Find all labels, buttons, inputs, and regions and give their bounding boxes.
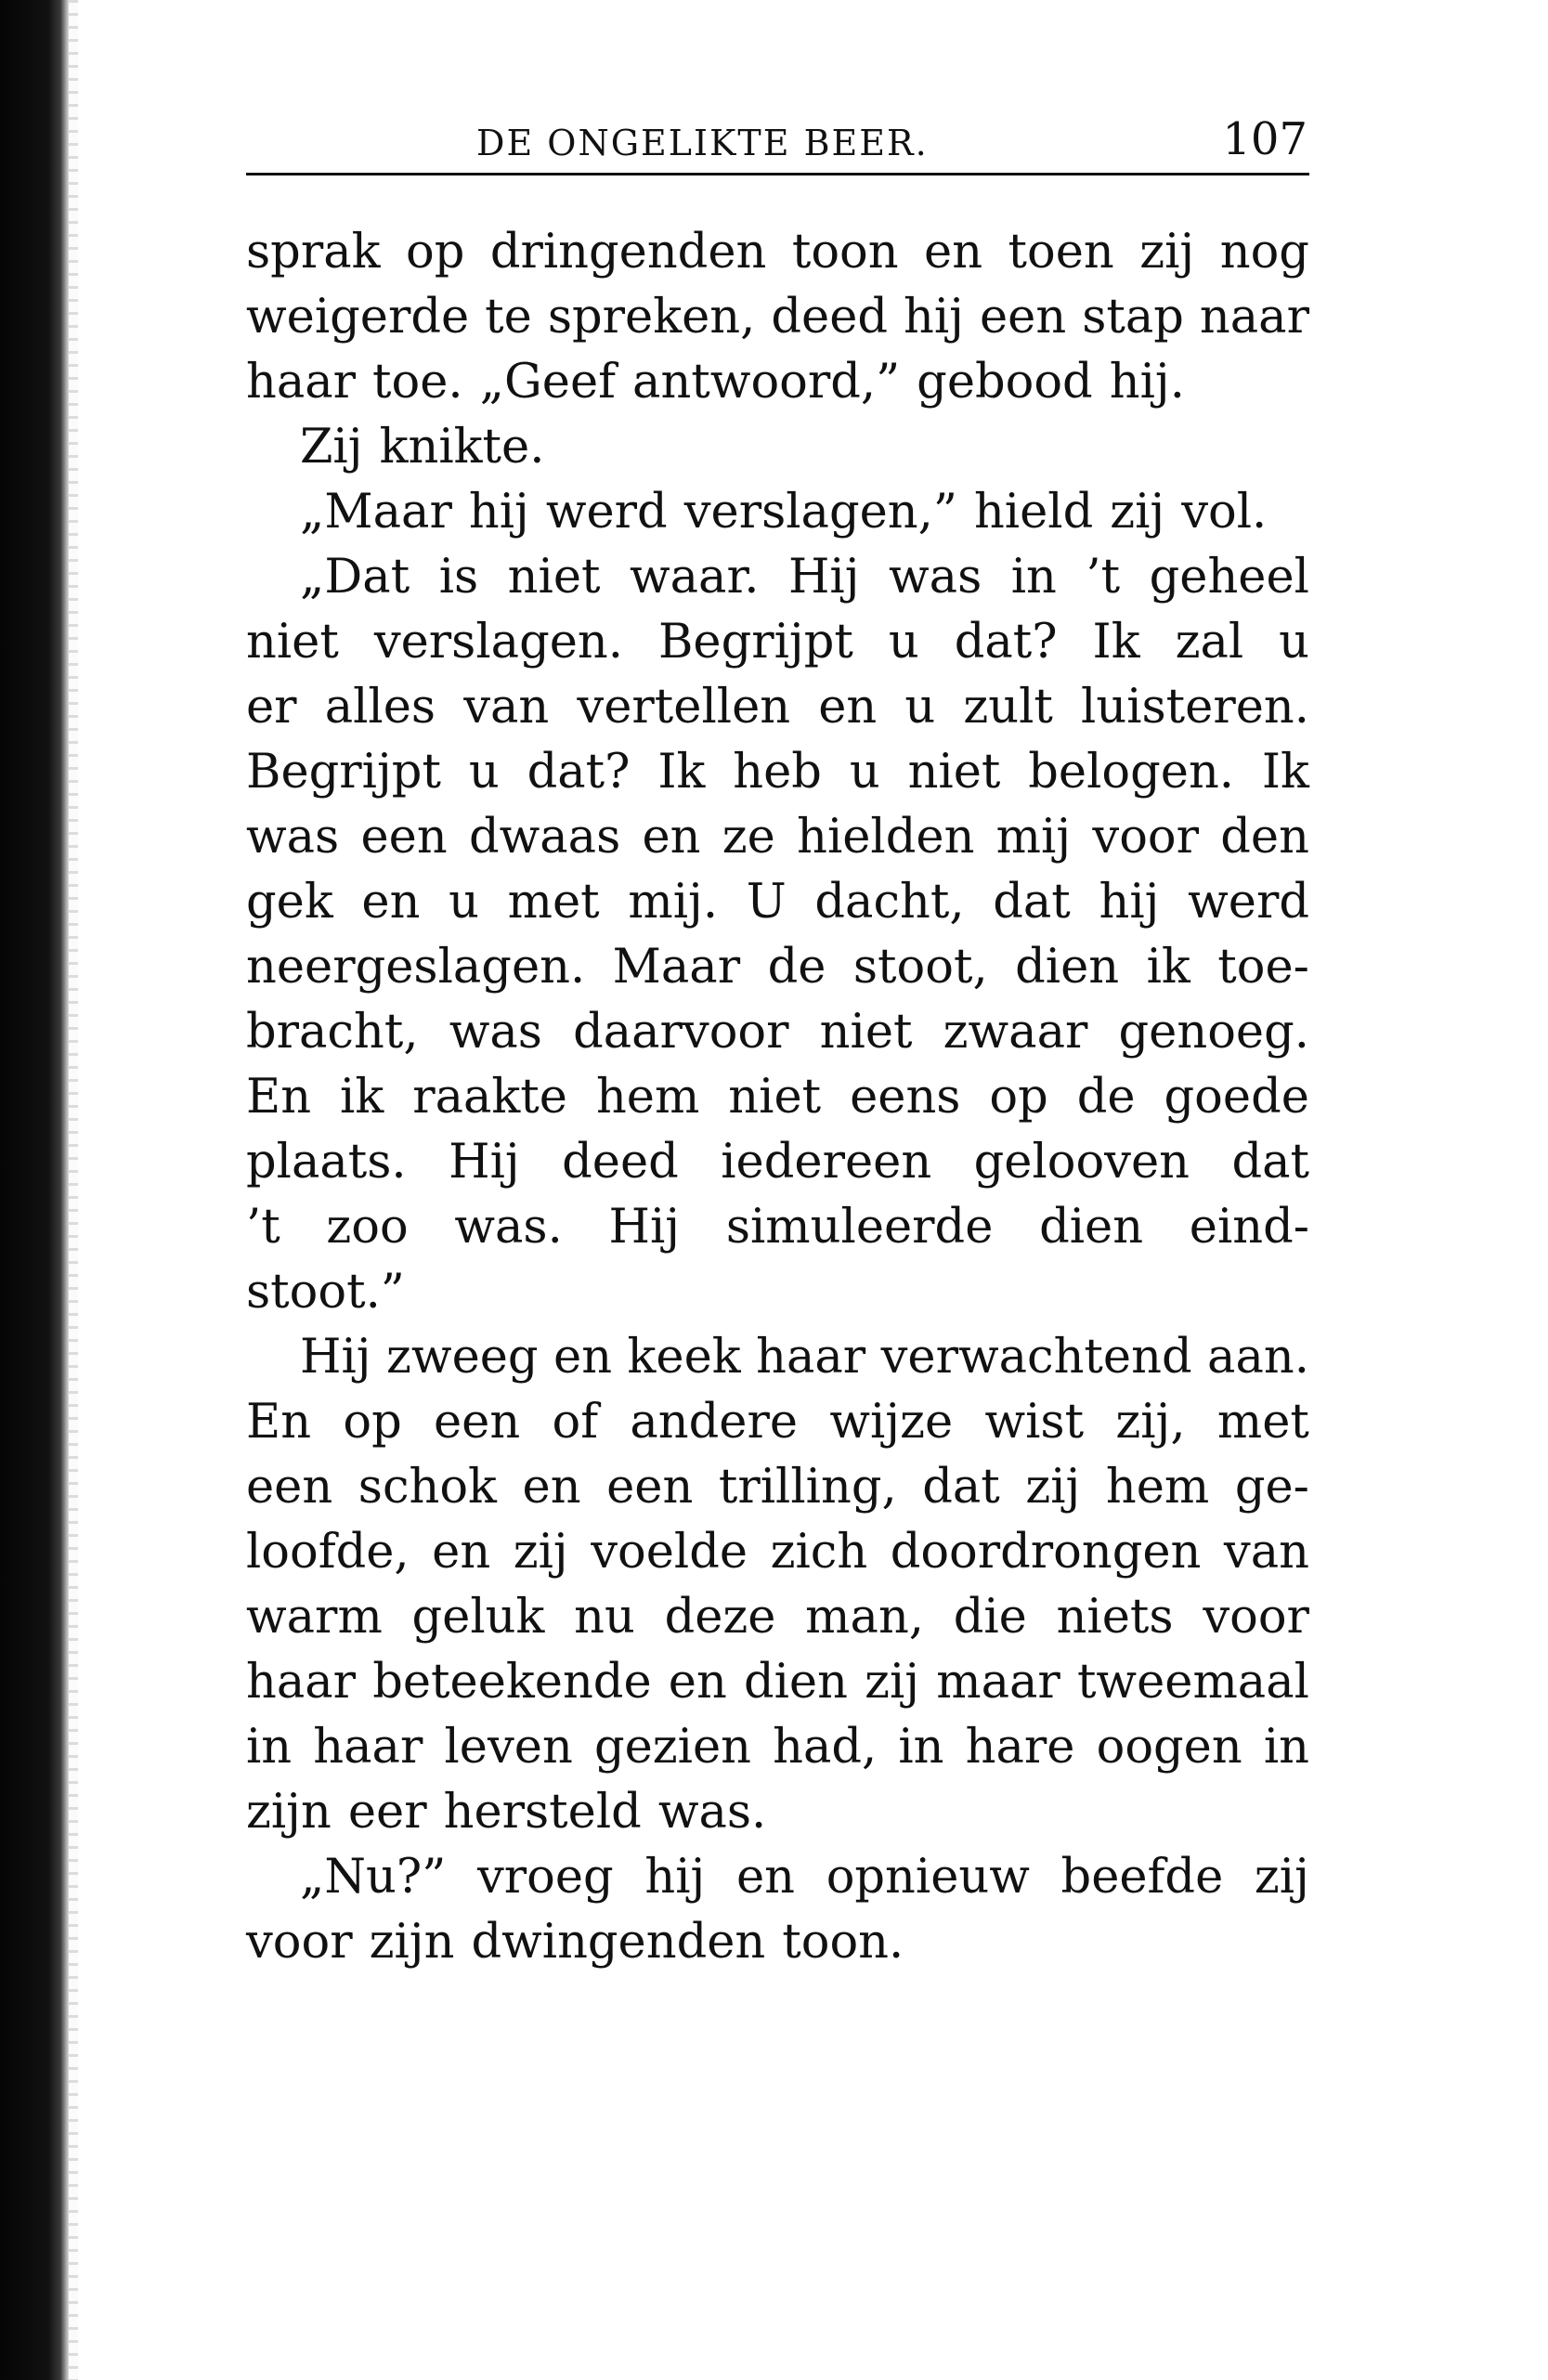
word: zij [513, 1525, 568, 1580]
word: plaats. [246, 1135, 407, 1190]
word: eer [347, 1785, 427, 1840]
word: zij [1025, 1460, 1081, 1515]
word: en [668, 1655, 727, 1710]
word: was [246, 810, 340, 865]
word: een [246, 1460, 333, 1515]
running-title: DE ONGELIKTE BEER. [476, 123, 929, 163]
text-line [246, 1325, 1309, 1390]
word: hem [595, 1070, 700, 1125]
word: zij [1139, 225, 1195, 280]
word: goede [1164, 1070, 1309, 1125]
word: alles [324, 680, 436, 735]
word: maar [936, 1655, 1060, 1710]
word: dwaas [468, 810, 621, 865]
word: u [468, 745, 500, 800]
word: met [507, 875, 600, 930]
word: er [246, 680, 297, 735]
text-line [246, 1455, 1309, 1520]
text-line [246, 1780, 1309, 1845]
word: ’t [246, 1200, 280, 1255]
word: zijn [246, 1785, 332, 1840]
word: en [522, 1460, 581, 1515]
word: Ik [1261, 745, 1309, 800]
text-line [246, 1195, 1309, 1260]
word: was. [657, 1785, 767, 1840]
word: tweemaal [1076, 1655, 1309, 1710]
word: in [246, 1720, 293, 1775]
text-line [246, 285, 1309, 350]
word: is [438, 550, 479, 605]
word: was [889, 550, 982, 605]
text-line [246, 1260, 1309, 1325]
word: mij [995, 810, 1072, 865]
word: en [924, 225, 983, 280]
word: en [361, 875, 421, 930]
word: van [1223, 1525, 1309, 1580]
word: dat [1231, 1135, 1309, 1190]
word: niet [507, 550, 601, 605]
word: en [553, 1330, 613, 1385]
book-page [246, 111, 1309, 1975]
word: ik [1146, 940, 1190, 995]
word: toon [791, 225, 899, 280]
text-line [246, 1520, 1309, 1585]
word: neergeslagen. [246, 940, 586, 995]
word: werd [1188, 875, 1309, 930]
word: keek [627, 1330, 741, 1385]
word: „Geef [479, 355, 617, 410]
word: En [246, 1395, 312, 1450]
word: niet [246, 615, 339, 670]
word: deed [562, 1135, 679, 1190]
text-line [246, 1715, 1309, 1780]
word: hem [1105, 1460, 1210, 1515]
text-line [246, 220, 1309, 285]
word: geheel [1149, 550, 1309, 605]
word: die [953, 1590, 1027, 1645]
word: verslagen. [373, 615, 623, 670]
word: Hij [787, 550, 860, 605]
word: naar [1199, 290, 1309, 345]
word: en [432, 1525, 491, 1580]
word: daarvoor [573, 1005, 789, 1060]
text-line [246, 1585, 1309, 1650]
word: hij [468, 485, 529, 540]
word: de [767, 940, 826, 995]
text-line [246, 1065, 1309, 1130]
text-line [246, 610, 1309, 675]
word: andere [630, 1395, 799, 1450]
word: hielden [797, 810, 975, 865]
word: Begrijpt [246, 745, 441, 800]
word: gezien [593, 1720, 751, 1775]
word: knikte. [379, 420, 545, 475]
word: ’t [1086, 550, 1121, 605]
word: ge- [1234, 1460, 1309, 1515]
word: voor [1092, 810, 1200, 865]
word: dat? [954, 615, 1058, 670]
word: dwingenden [471, 1915, 766, 1970]
word: haar [246, 1655, 357, 1710]
word: stap [1082, 290, 1184, 345]
word: Hij [608, 1200, 681, 1255]
word: dat [922, 1460, 1000, 1515]
word: haar [313, 1720, 423, 1775]
word: in [1010, 550, 1057, 605]
word: sprak [246, 225, 381, 280]
word: heb [733, 745, 822, 800]
word: een [434, 1395, 521, 1450]
word: zoo [326, 1200, 409, 1255]
word: mij. [628, 875, 719, 930]
word: den [1220, 810, 1309, 865]
word: Maar [612, 940, 741, 995]
word: belogen. [1028, 745, 1235, 800]
text-line [246, 935, 1309, 1000]
text-line [246, 480, 1309, 545]
word: de [1076, 1070, 1136, 1125]
word: dringenden [489, 225, 767, 280]
word: zij [865, 1655, 920, 1710]
word: zij [1254, 1850, 1309, 1905]
word: voelde [591, 1525, 748, 1580]
word: u [1279, 615, 1309, 670]
word: leven [444, 1720, 573, 1775]
word: Hij [300, 1330, 371, 1385]
word: dien [743, 1655, 848, 1710]
word: weigerde [246, 290, 470, 345]
word: dien [1015, 940, 1120, 995]
word: Zij [300, 420, 363, 475]
word: beefde [1060, 1850, 1224, 1905]
word: Ik [1092, 615, 1140, 670]
word: zwaar [943, 1005, 1088, 1060]
word: „Maar [300, 485, 452, 540]
word: dien [1039, 1200, 1144, 1255]
word: opnieuw [826, 1850, 1030, 1905]
word: was. [454, 1200, 563, 1255]
text-line [246, 1390, 1309, 1455]
text-line [246, 1650, 1309, 1715]
page-body-text [246, 220, 1309, 1975]
word: toen [1008, 225, 1114, 280]
word: op [343, 1395, 402, 1450]
word: zich [770, 1525, 868, 1580]
word: in [1263, 1720, 1309, 1775]
word: eens [850, 1070, 961, 1125]
word: zij, [1115, 1395, 1186, 1450]
word: niet [819, 1005, 913, 1060]
word: iedereen [721, 1135, 932, 1190]
word: aan. [1207, 1330, 1309, 1385]
word: eind- [1189, 1200, 1309, 1255]
word: hare [965, 1720, 1075, 1775]
word: u [904, 680, 936, 735]
word: luisteren. [1081, 680, 1309, 735]
word: nu [574, 1590, 635, 1645]
word: toe. [372, 355, 463, 410]
word: niets [1056, 1590, 1174, 1645]
word: simuleerde [725, 1200, 994, 1255]
word: en [818, 680, 878, 735]
text-line [246, 870, 1309, 935]
word: ik [340, 1070, 384, 1125]
word: oogen [1096, 1720, 1242, 1775]
word: te [485, 290, 532, 345]
word: stoot, [852, 940, 988, 995]
word: u [449, 875, 479, 930]
word: en [736, 1850, 796, 1905]
word: deze [664, 1590, 776, 1645]
word: niet [907, 745, 1001, 800]
text-line [246, 675, 1309, 740]
word: had, [773, 1720, 878, 1775]
word: een [606, 1460, 694, 1515]
word: warm [246, 1590, 383, 1645]
word: of [552, 1395, 599, 1450]
text-line [246, 1130, 1309, 1195]
word: raakte [412, 1070, 567, 1125]
word: hij [644, 1850, 706, 1905]
word: spreken, [547, 290, 756, 345]
word: waar. [630, 550, 760, 605]
word: vroeg [476, 1850, 614, 1905]
word: wijze [829, 1395, 954, 1450]
book-spine-shadow [0, 0, 69, 2380]
text-line [246, 350, 1309, 415]
word: Begrijpt [657, 615, 853, 670]
word: gebood [917, 355, 1093, 410]
word: toe- [1217, 940, 1309, 995]
word: haar [246, 355, 357, 410]
running-header [246, 111, 1309, 176]
word: haar [756, 1330, 866, 1385]
word: dat? [527, 745, 631, 800]
word: dat [993, 875, 1071, 930]
word: voor [1203, 1590, 1309, 1645]
word: deed [771, 290, 889, 345]
word: hij [1099, 875, 1160, 930]
word: en [642, 810, 701, 865]
word: verwachtend [880, 1330, 1192, 1385]
word: in [898, 1720, 944, 1775]
text-line [246, 1845, 1309, 1910]
word: antwoord,” [632, 355, 901, 410]
word: loofde, [246, 1525, 410, 1580]
word: zult [963, 680, 1053, 735]
word: stoot.” [246, 1265, 405, 1320]
word: wist [984, 1395, 1085, 1450]
page-number: 107 [1222, 113, 1307, 165]
word: geluk [411, 1590, 545, 1645]
word: was [449, 1005, 542, 1060]
word: nog [1219, 225, 1309, 280]
word: vertellen [577, 680, 791, 735]
word: schok [358, 1460, 497, 1515]
word: zij [1110, 485, 1165, 540]
word: Hij [449, 1135, 520, 1190]
word: op [989, 1070, 1048, 1125]
word: zijn [369, 1915, 455, 1970]
word: voor [246, 1915, 353, 1970]
word: zal [1175, 615, 1244, 670]
word: op [405, 225, 465, 280]
word: een [979, 290, 1067, 345]
text-line [246, 805, 1309, 870]
word: „Nu?” [300, 1850, 447, 1905]
word: „Dat [300, 550, 410, 605]
word: hij [904, 290, 964, 345]
word: werd [545, 485, 668, 540]
word: vol. [1181, 485, 1268, 540]
word: genoeg. [1118, 1005, 1309, 1060]
text-line [246, 740, 1309, 805]
page-gutter-edge [69, 0, 78, 2380]
word: met [1216, 1395, 1309, 1450]
word: hield [973, 485, 1094, 540]
word: zweeg [386, 1330, 539, 1385]
text-line [246, 415, 1309, 480]
word: gek [246, 875, 333, 930]
word: hij. [1109, 355, 1185, 410]
word: man, [805, 1590, 924, 1645]
word: bracht, [246, 1005, 419, 1060]
word: beteekende [372, 1655, 652, 1710]
word: Ik [657, 745, 706, 800]
word: hersteld [443, 1785, 642, 1840]
word: verslagen,” [683, 485, 957, 540]
word: toon. [782, 1915, 904, 1970]
word: u [888, 615, 919, 670]
word: U [746, 875, 787, 930]
text-line [246, 545, 1309, 610]
word: ze [722, 810, 775, 865]
text-line [246, 1910, 1309, 1975]
word: een [360, 810, 448, 865]
word: doordrongen [890, 1525, 1202, 1580]
word: u [849, 745, 880, 800]
text-line [246, 1000, 1309, 1065]
word: En [246, 1070, 312, 1125]
word: van [463, 680, 550, 735]
word: gelooven [973, 1135, 1190, 1190]
word: niet [728, 1070, 822, 1125]
word: dacht, [814, 875, 965, 930]
word: trilling, [718, 1460, 897, 1515]
